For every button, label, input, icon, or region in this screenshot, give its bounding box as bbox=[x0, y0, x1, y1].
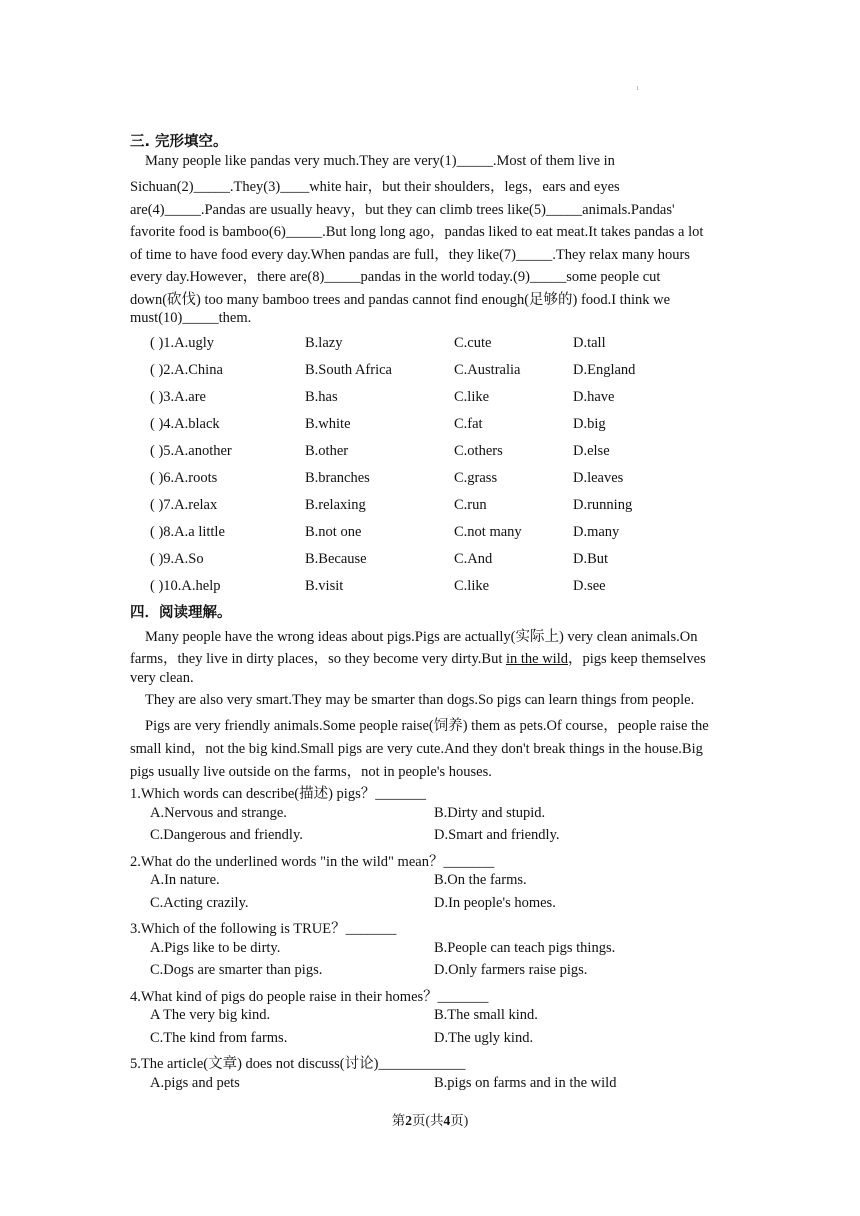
reading-passage-line: They are also very smart.They may be smarter than dogs.So pigs can learn things from people. bbox=[145, 692, 695, 708]
section-heading-reading: 四．阅读理解。 bbox=[130, 605, 232, 621]
reading-passage-line: Many people have the wrong ideas about pigs.Pigs are actually(实际上) very clean animals.On bbox=[145, 629, 698, 645]
answer-option: C.The kind from farms. bbox=[150, 1030, 288, 1046]
cloze-option-row bbox=[0, 470, 860, 492]
cloze-passage-line: are(4)_____.Pandas are usually heavy，but they can climb trees like(5)_____animals.Pandas' bbox=[130, 202, 675, 218]
cloze-option-row bbox=[0, 551, 860, 573]
cloze-option: ( )7.A.relax bbox=[150, 497, 218, 513]
cloze-passage-line: of time to have food every day.When pandas are full，they like(7)_____.They relax many hours bbox=[130, 247, 690, 263]
cloze-option: C.others bbox=[454, 443, 503, 459]
passage-text: farms，they live in dirty places，so they become very dirty.But bbox=[130, 651, 506, 667]
question-stem: 3.Which of the following is TRUE？_______ bbox=[130, 921, 397, 937]
reading-passage-line bbox=[130, 647, 706, 668]
cloze-option: B.visit bbox=[305, 578, 344, 594]
cloze-option: D.But bbox=[573, 551, 609, 567]
cloze-option: D.see bbox=[573, 578, 606, 594]
cloze-option-row bbox=[0, 578, 860, 600]
answer-option: A.In nature. bbox=[150, 872, 220, 888]
cloze-option: B.Because bbox=[305, 551, 367, 567]
answer-option: A The very big kind. bbox=[150, 1007, 271, 1023]
cloze-option-row bbox=[0, 416, 860, 438]
answer-option: D.In people's homes. bbox=[434, 895, 556, 911]
footer-text: 页(共 bbox=[412, 1113, 444, 1128]
cloze-option: C.And bbox=[454, 551, 493, 567]
reading-passage-line: Pigs are very friendly animals.Some people raise(饲养) them as pets.Of course，people raise the bbox=[145, 718, 709, 734]
footer-text: 第 bbox=[391, 1113, 406, 1128]
footer-total-pages: 4 bbox=[443, 1113, 451, 1128]
cloze-option: C.like bbox=[454, 578, 490, 594]
cloze-option-row bbox=[0, 389, 860, 411]
cloze-passage-line: Sichuan(2)_____.They(3)____white hair，but their shoulders，legs，ears and eyes bbox=[130, 179, 620, 195]
cloze-option: D.tall bbox=[573, 335, 606, 351]
cloze-option: ( )8.A.a little bbox=[150, 524, 225, 540]
answer-option: B.pigs on farms and in the wild bbox=[434, 1075, 617, 1091]
cloze-option-row bbox=[0, 335, 860, 357]
footer-text: 页) bbox=[450, 1113, 469, 1128]
cloze-passage-line: Many people like pandas very much.They are very(1)_____.Most of them live in bbox=[145, 153, 615, 169]
section-heading-cloze: 三. 完形填空。 bbox=[130, 134, 228, 150]
cloze-option: B.not one bbox=[305, 524, 362, 540]
cloze-option: ( )10.A.help bbox=[150, 578, 221, 594]
cloze-option-row bbox=[0, 443, 860, 465]
answer-option: C.Acting crazily. bbox=[150, 895, 249, 911]
cloze-passage-line: favorite food is bamboo(6)_____.But long long ago，pandas liked to eat meat.It takes pandas a lot bbox=[130, 224, 704, 240]
passage-text: ，pigs keep themselves bbox=[568, 651, 706, 667]
answer-option: B.Dirty and stupid. bbox=[434, 805, 546, 821]
cloze-option: B.lazy bbox=[305, 335, 343, 351]
cloze-option: ( )6.A.roots bbox=[150, 470, 218, 486]
cloze-option-row bbox=[0, 497, 860, 519]
answer-option: C.Dogs are smarter than pigs. bbox=[150, 962, 323, 978]
cloze-option: C.Australia bbox=[454, 362, 521, 378]
answer-option: B.The small kind. bbox=[434, 1007, 538, 1023]
cloze-option: C.fat bbox=[454, 416, 483, 432]
cloze-option: C.grass bbox=[454, 470, 498, 486]
answer-option: A.Pigs like to be dirty. bbox=[150, 940, 281, 956]
cloze-passage-line: every day.However，there are(8)_____pandas in the world today.(9)_____some people cut bbox=[130, 269, 661, 285]
cloze-option: C.not many bbox=[454, 524, 522, 540]
cloze-option: D.big bbox=[573, 416, 606, 432]
footer-page-number: 2 bbox=[405, 1113, 412, 1128]
answer-option: A.Nervous and strange. bbox=[150, 805, 287, 821]
cloze-option: D.England bbox=[573, 362, 636, 378]
cloze-option: ( )3.A.are bbox=[150, 389, 206, 405]
answer-option: D.Smart and friendly. bbox=[434, 827, 560, 843]
answer-option: B.On the farms. bbox=[434, 872, 527, 888]
answer-option: B.People can teach pigs things. bbox=[434, 940, 616, 956]
cloze-option: C.cute bbox=[454, 335, 492, 351]
cloze-option: C.run bbox=[454, 497, 487, 513]
cloze-option: ( )4.A.black bbox=[150, 416, 220, 432]
question-stem: 1.Which words can describe(描述) pigs？_______ bbox=[130, 786, 426, 802]
answer-option: C.Dangerous and friendly. bbox=[150, 827, 303, 843]
answer-option: D.Only farmers raise pigs. bbox=[434, 962, 588, 978]
cloze-option: D.else bbox=[573, 443, 610, 459]
cloze-option: B.South Africa bbox=[305, 362, 392, 378]
cloze-passage-line: down(砍伐) too many bamboo trees and pandas cannot find enough(足够的) food.I think we bbox=[130, 292, 671, 308]
underlined-phrase: in the wild bbox=[505, 651, 568, 667]
answer-option: A.pigs and pets bbox=[150, 1075, 240, 1091]
cloze-option: D.many bbox=[573, 524, 620, 540]
reading-passage-line: pigs usually live outside on the farms，not in people's houses. bbox=[130, 764, 492, 780]
cloze-option: B.white bbox=[305, 416, 351, 432]
cloze-option: B.relaxing bbox=[305, 497, 366, 513]
answer-option: D.The ugly kind. bbox=[434, 1030, 534, 1046]
question-stem: 2.What do the underlined words "in the wild" mean？_______ bbox=[130, 854, 495, 870]
cloze-option: C.like bbox=[454, 389, 490, 405]
page-footer bbox=[0, 1109, 860, 1129]
cloze-option: ( )9.A.So bbox=[150, 551, 204, 567]
cloze-option: ( )1.A.ugly bbox=[150, 335, 215, 351]
question-stem: 4.What kind of pigs do people raise in their homes？_______ bbox=[130, 989, 489, 1005]
reading-passage-line: very clean. bbox=[130, 670, 194, 686]
cloze-option: ( )2.A.China bbox=[150, 362, 223, 378]
cloze-option: B.other bbox=[305, 443, 349, 459]
page-marker: 1 bbox=[636, 86, 639, 92]
cloze-option: D.have bbox=[573, 389, 615, 405]
cloze-option: ( )5.A.another bbox=[150, 443, 232, 459]
reading-passage-line: small kind，not the big kind.Small pigs are very cute.And they don't break things in the house.Big bbox=[130, 741, 703, 757]
cloze-passage-line: must(10)_____them. bbox=[130, 310, 252, 326]
cloze-option: B.branches bbox=[305, 470, 370, 486]
cloze-option-row bbox=[0, 524, 860, 546]
cloze-option: D.running bbox=[573, 497, 633, 513]
question-stem: 5.The article(文章) does not discuss(讨论)____________ bbox=[130, 1056, 466, 1072]
cloze-option: D.leaves bbox=[573, 470, 624, 486]
cloze-option: B.has bbox=[305, 389, 338, 405]
cloze-option-row bbox=[0, 362, 860, 384]
